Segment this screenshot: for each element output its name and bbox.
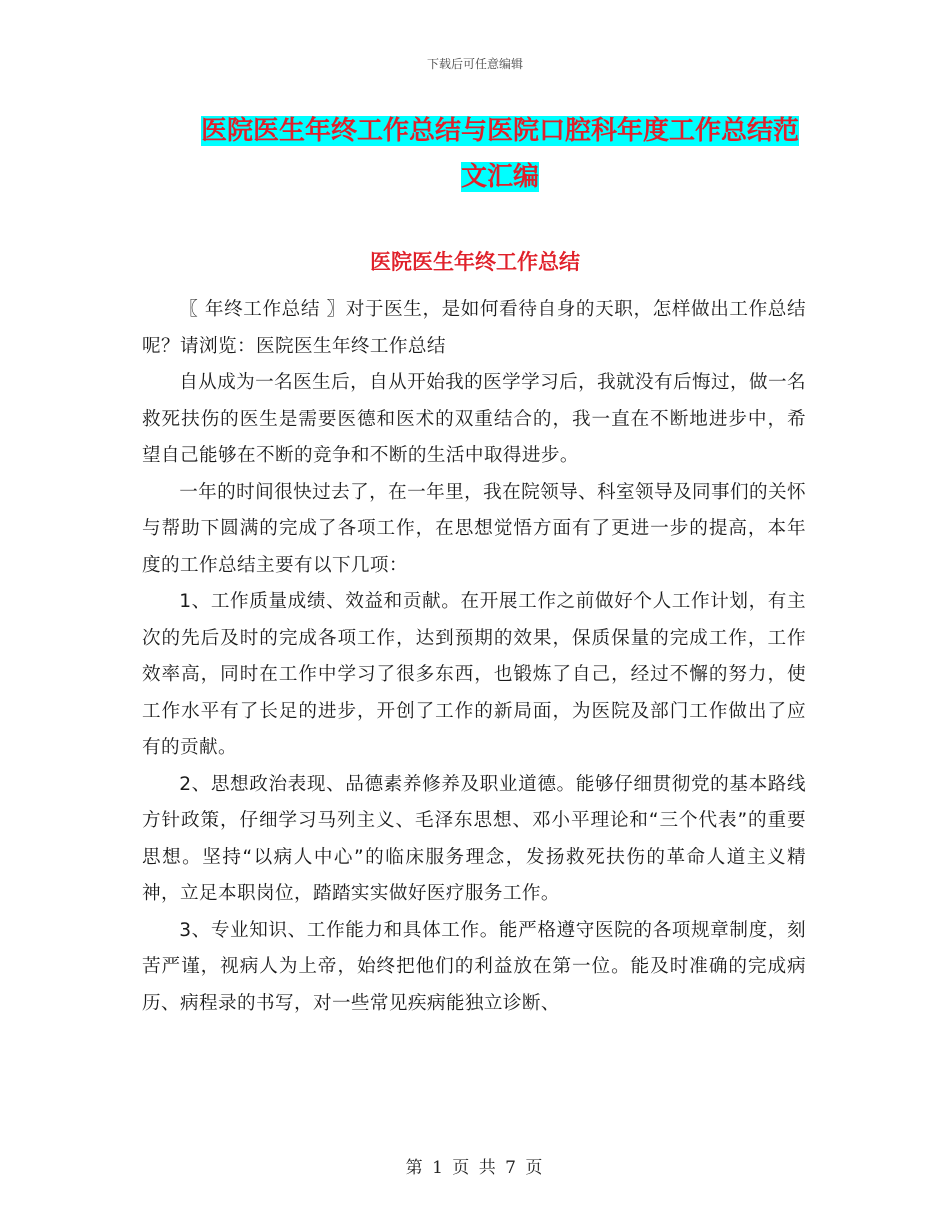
- document-title-line2: 文汇编: [460, 162, 539, 192]
- document-title: [190, 108, 810, 200]
- page-footer: 第 1 页 共 7 页: [405, 1158, 545, 1178]
- paragraph: 自从成为一名医生后，自从开始我的医学学习后，我就没有后悔过，做一名救死扶伤的医生是需要医德和医术的双重结合的，我一直在不断地进步中，希望自己能够在不断的竞争和不断的生活中取得进步。: [142, 372, 806, 466]
- paragraph: 2、思想政治表现、品德素养修养及职业道德。能够仔细贯彻党的基本路线方针政策，仔细学习马列主义、毛泽东思想、邓小平理论和“三个代表”的重要思想。坚持“以病人中心”的临床服务理念，发扬救死扶伤的革命人道主义精神，立足本职岗位，踏踏实实做好医疗服务工作。: [142, 773, 806, 904]
- header-note: 下载后可任意编辑: [426, 57, 523, 71]
- paragraph: 〖 年终工作总结 〗对于医生，是如何看待自身的天职，怎样做出工作总结呢？请浏览：医院医生年终工作总结: [142, 299, 806, 357]
- body-text: [142, 292, 806, 1022]
- paragraph: 一年的时间很快过去了，在一年里，我在院领导、科室领导及同事们的关怀与帮助下圆满的完成了各项工作，在思想觉悟方面有了更进一步的提高，本年度的工作总结主要有以下几项：: [142, 481, 806, 576]
- paragraph: 1、工作质量成绩、效益和贡献。在开展工作之前做好个人工作计划，有主次的先后及时的完成各项工作，达到预期的效果，保质保量的完成工作，工作效率高，同时在工作中学习了很多东西，也锻炼了自己，经过不懈的努力，使工作水平有了长足的进步，开创了工作的新局面，为医院及部门工作做出了应有的贡献。: [142, 591, 806, 758]
- paragraph: 3、专业知识、工作能力和具体工作。能严格遵守医院的各项规章制度，刻苦严谨，视病人为上帝，始终把他们的利益放在第一位。能及时准确的完成病历、病程录的书写，对一些常见疾病能独立诊断、: [142, 919, 806, 1014]
- document-title-line1: 医院医生年终工作总结与医院口腔科年度工作总结范: [200, 116, 799, 146]
- section-title: 医院医生年终工作总结: [370, 250, 580, 274]
